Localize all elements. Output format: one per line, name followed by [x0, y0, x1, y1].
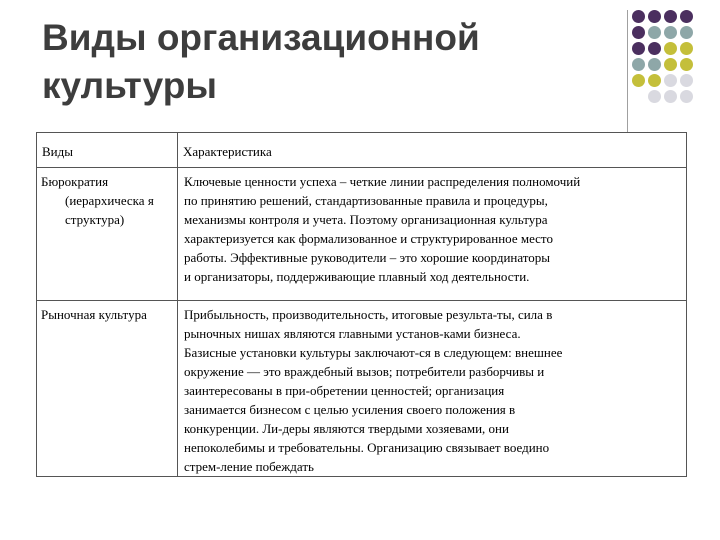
description-line: по принятию решений, стандартизованные правила и процедуры,: [184, 193, 548, 208]
decorative-dot: [648, 74, 661, 87]
description-line: Базисные установки культуры заключают-ся в следующем: внешнее: [184, 345, 563, 360]
description-line: окружение — это враждебный вызов; потребители разборчивы и: [184, 364, 545, 379]
header-characteristics-label: Характеристика: [183, 144, 272, 159]
header-cell-types: [37, 133, 178, 168]
decorative-dot: [648, 90, 661, 103]
description-line: работы. Эффективные руководители – это хорошие координаторы: [184, 250, 551, 265]
description-line: занимается бизнесом с целью усиления своего положения в: [184, 402, 516, 417]
decorative-dot: [632, 10, 645, 23]
description-line: конкуренции. Ли-деры являются твердыми хозяевами, они: [184, 421, 509, 436]
description-text: [178, 301, 686, 476]
description-line: характеризуется как формализованное и структурированное место: [184, 231, 553, 246]
decorative-dot: [632, 26, 645, 39]
description-line: механизмы контроля и учета. Поэтому организационная культура: [184, 212, 548, 227]
decorative-dot: [632, 42, 645, 55]
description-cell: [178, 301, 687, 477]
divider-line: [627, 10, 628, 132]
decorative-dot: [664, 42, 677, 55]
description-line: непоколебимы и требовательны. Организацию связывает воедино: [184, 440, 550, 455]
type-label: Рыночная культура: [41, 307, 147, 322]
decorative-dot: [664, 74, 677, 87]
decorative-dot: [664, 58, 677, 71]
type-label: Бюрократия (иерархическа я структура): [41, 174, 154, 227]
type-cell: [37, 301, 178, 477]
type-cell: [37, 168, 178, 301]
header-cell-characteristics: [178, 133, 687, 168]
description-line: и организаторы, поддерживающие плавный ход деятельности.: [184, 269, 530, 284]
decorative-dot: [680, 90, 693, 103]
decorative-dot: [664, 10, 677, 23]
header-types-label: Виды: [42, 144, 73, 159]
page-title: [42, 14, 602, 110]
dot-grid-decoration: [632, 10, 712, 110]
decorative-dot: [632, 58, 645, 71]
decorative-dot: [648, 26, 661, 39]
decorative-dot: [680, 74, 693, 87]
table-row-market-culture: [37, 301, 687, 477]
culture-types-table: [36, 132, 687, 477]
table-row-bureaucracy: [37, 168, 687, 301]
decorative-dot: [680, 58, 693, 71]
description-line: заинтересованы в при-обретении ценностей; организация: [184, 383, 505, 398]
description-cell: [178, 168, 687, 301]
decorative-dot: [680, 10, 693, 23]
description-line: рыночных нишах являются главными установ-ками бизнеса.: [184, 326, 521, 341]
description-line: стрем-ление побеждать: [184, 459, 314, 474]
decorative-dot: [648, 10, 661, 23]
decorative-dot: [632, 74, 645, 87]
decorative-dot: [664, 90, 677, 103]
decorative-dot: [664, 26, 677, 39]
description-line: Ключевые ценности успеха – четкие линии распределения полномочий: [184, 174, 581, 189]
table-header-row: [37, 133, 687, 168]
decorative-dot: [680, 42, 693, 55]
description-text: [178, 168, 686, 286]
title-line-1: Виды организационной: [42, 17, 480, 58]
description-line: Прибыльность, производительность, итоговые результа-ты, сила в: [184, 307, 553, 322]
title-line-2: культуры: [42, 65, 217, 106]
decorative-dot: [680, 26, 693, 39]
decorative-dot: [648, 42, 661, 55]
decorative-dot: [648, 58, 661, 71]
